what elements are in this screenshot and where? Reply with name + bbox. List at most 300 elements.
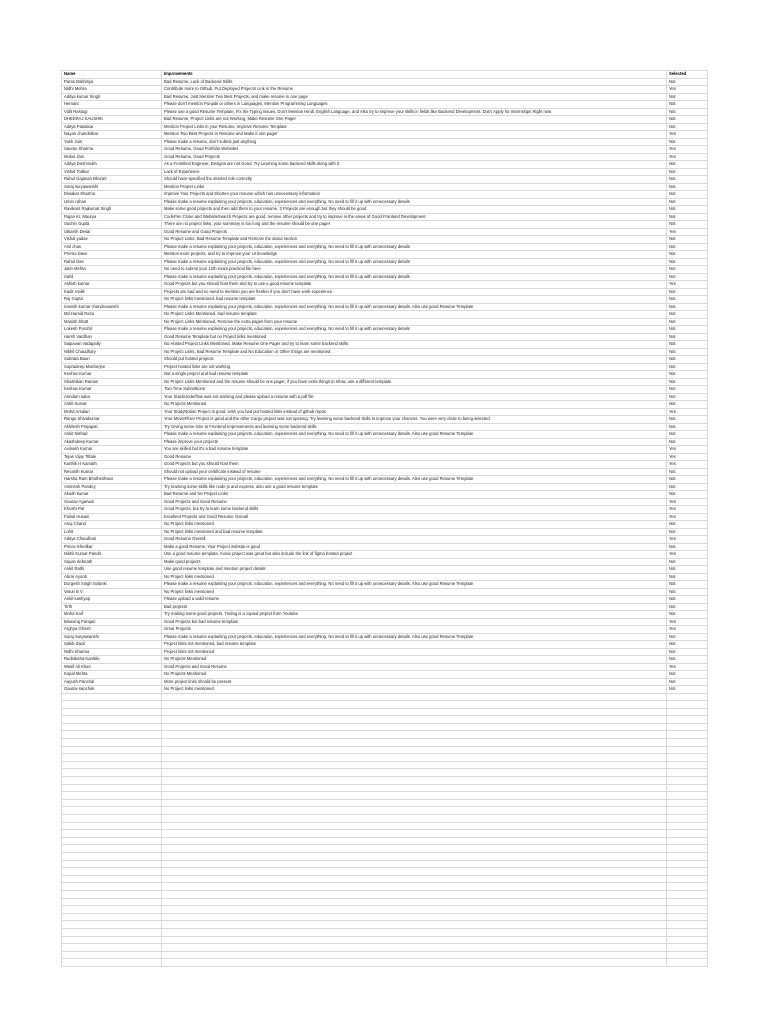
cell-improvements: Should have specified the desired role correctly (162, 176, 667, 184)
cell-selected: Not (667, 183, 708, 191)
cell-selected: Not (667, 326, 708, 334)
empty-cell (667, 708, 708, 716)
cell-selected: Not (667, 363, 708, 371)
cell-selected: Not (667, 423, 708, 431)
cell-selected: Yes (667, 506, 708, 514)
cell-selected: Not (667, 581, 708, 589)
cell-selected: Yes (667, 626, 708, 634)
empty-row (62, 921, 708, 929)
empty-cell (667, 837, 708, 845)
cell-selected: Not (667, 333, 708, 341)
table-row (62, 468, 708, 476)
cell-name: Durgesh Singh Solanki (62, 581, 162, 589)
cell-selected: Not (667, 596, 708, 604)
empty-cell (667, 883, 708, 891)
table-row (62, 303, 708, 311)
table-row (62, 566, 708, 574)
cell-selected: Not (667, 641, 708, 649)
cell-name: Abrar Ayoob (62, 573, 162, 581)
empty-cell (62, 928, 162, 936)
table-row (62, 198, 708, 206)
table-row (62, 611, 708, 619)
cell-selected: Not (667, 573, 708, 581)
cell-selected: Yes (667, 513, 708, 521)
empty-cell (62, 761, 162, 769)
table-row (62, 326, 708, 334)
cell-name: Keshav Kumar (62, 386, 162, 394)
cell-name: Sakib Zaidi (62, 641, 162, 649)
cell-name: Aditya kumar Singh (62, 93, 162, 101)
cell-name: Ankit Nishad (62, 431, 162, 439)
cell-improvements: Good Projects but you should host them (162, 461, 667, 469)
empty-cell (62, 754, 162, 762)
cell-name: Rajan Kr. Maurya (62, 213, 162, 221)
cell-improvements: Bad projects (162, 603, 667, 611)
cell-selected: Yes (667, 618, 708, 626)
empty-cell (162, 807, 667, 815)
cell-improvements: Please make a resume explaining your projects, education, experiences and everything. No need to fill it up with unnecessary details. Also use good Resume Template (162, 303, 667, 311)
cell-selected: Not (667, 521, 708, 529)
empty-cell (62, 746, 162, 754)
cell-improvements: No Projects Mentioned (162, 656, 667, 664)
cell-selected: Not (667, 386, 708, 394)
cell-name: Ankit Rathi (62, 566, 162, 574)
empty-row (62, 890, 708, 898)
cell-improvements: Please don't mention Punjabi or others in Languages, Mention Programming Languages (162, 101, 667, 109)
cell-name: Akhilesh Prajapati (62, 423, 162, 431)
cell-name: Kopal Mehta (62, 671, 162, 679)
cell-selected: Not (667, 243, 708, 251)
cell-selected: Not (667, 288, 708, 296)
cell-name: Nidhi Mehra (62, 86, 162, 94)
empty-cell (667, 784, 708, 792)
table-row (62, 311, 708, 319)
table-row (62, 588, 708, 596)
cell-improvements: Try learning some skills like node js and express, also use a good resume template (162, 483, 667, 491)
cell-selected: Not (667, 558, 708, 566)
empty-cell (162, 928, 667, 936)
empty-row (62, 860, 708, 868)
empty-cell (667, 731, 708, 739)
empty-cell (62, 913, 162, 921)
cell-name: Nikhil Kumar Pandit (62, 551, 162, 559)
cell-improvements: You are skilled but it's a bad resume template (162, 446, 667, 454)
cell-name: Mukul Jain (62, 153, 162, 161)
cell-improvements: No Project links mentioned and bad resume template (162, 528, 667, 536)
empty-cell (62, 890, 162, 898)
cell-selected: Yes (667, 536, 708, 544)
empty-cell (667, 769, 708, 777)
cell-name: manish kumar chandravanshi (62, 303, 162, 311)
empty-cell (667, 906, 708, 914)
cell-improvements: Excellent Projects and Good Resume Overall (162, 513, 667, 521)
cell-improvements: Good Projects, but try to learn some backend skills (162, 506, 667, 514)
empty-row (62, 906, 708, 914)
table-row (62, 191, 708, 199)
empty-row (62, 746, 708, 754)
cell-improvements: Try Giving some time to Frontend Improvements and learning some backend skills (162, 423, 667, 431)
empty-cell (667, 830, 708, 838)
table-row (62, 408, 708, 416)
cell-selected: Not (667, 671, 708, 679)
empty-row (62, 708, 708, 716)
table-row (62, 581, 708, 589)
empty-cell (62, 739, 162, 747)
table-row (62, 371, 708, 379)
cell-name: Bisworaj Parajari (62, 618, 162, 626)
empty-row (62, 754, 708, 762)
empty-cell (62, 906, 162, 914)
table-row (62, 671, 708, 679)
table-row (62, 551, 708, 559)
cell-name: Karthik H Kamath (62, 461, 162, 469)
cell-improvements: No Project links mentioned, bad resume template (162, 296, 667, 304)
cell-selected: Not (667, 686, 708, 694)
empty-cell (162, 815, 667, 823)
empty-cell (62, 708, 162, 716)
empty-cell (667, 746, 708, 754)
table-row (62, 183, 708, 191)
table-row (62, 78, 708, 86)
cell-selected: Not (667, 161, 708, 169)
table-row (62, 138, 708, 146)
cell-selected: Not (667, 348, 708, 356)
cell-selected: Not (667, 273, 708, 281)
table-row (62, 446, 708, 454)
cell-name: Varun B V (62, 588, 162, 596)
cell-improvements: Bad Resume, Project Links are not Working, Make Resume One Pager (162, 116, 667, 124)
cell-improvements: There are no project links, your summary is too long and the resume should be one pager (162, 221, 667, 229)
cell-improvements: Bad Resume, Lack of Backend Skills (162, 78, 667, 86)
cell-selected: Not (667, 221, 708, 229)
empty-cell (667, 807, 708, 815)
cell-improvements: Please improve your projects (162, 438, 667, 446)
empty-cell (62, 951, 162, 959)
cell-name: Harsh Vardhan (62, 333, 162, 341)
cell-selected: Not (667, 356, 708, 364)
table-row (62, 648, 708, 656)
cell-selected: Not (667, 198, 708, 206)
empty-cell (62, 777, 162, 785)
empty-cell (162, 701, 667, 709)
empty-cell (162, 769, 667, 777)
table-row (62, 93, 708, 101)
cell-name: Arindam saha (62, 393, 162, 401)
table-row (62, 521, 708, 529)
cell-selected: Yes (667, 146, 708, 154)
table-row (62, 678, 708, 686)
empty-cell (667, 822, 708, 830)
table-row (62, 483, 708, 491)
cell-name: Mohd Arsalan (62, 408, 162, 416)
spreadsheet (61, 70, 707, 967)
cell-selected: Not (667, 296, 708, 304)
cell-name: Umer rahan (62, 198, 162, 206)
cell-name: Md Hamid Raza (62, 311, 162, 319)
empty-cell (162, 761, 667, 769)
cell-name: Saurav Sharma (62, 146, 162, 154)
cell-name: Arghya Ghosh (62, 626, 162, 634)
cell-name: Kadir malik (62, 288, 162, 296)
empty-cell (62, 860, 162, 868)
cell-name: Ankit Kumar (62, 401, 162, 409)
cell-improvements: No Project Links, Bad Resume Template and No Education or Other things are mentioned (162, 348, 667, 356)
table-row (62, 146, 708, 154)
cell-selected: Not (667, 371, 708, 379)
cell-selected: Not (667, 438, 708, 446)
cell-improvements: Good Projects but you should host them and try to use a good resume template (162, 281, 667, 289)
empty-row (62, 898, 708, 906)
empty-cell (667, 860, 708, 868)
table-row (62, 116, 708, 124)
empty-cell (667, 890, 708, 898)
cell-improvements: Should not upload your certificate instead of resume (162, 468, 667, 476)
cell-name: Wasif Ali Khan (62, 663, 162, 671)
table-row (62, 543, 708, 551)
table-row (62, 348, 708, 356)
cell-improvements: No Project Links Mentioned, bad resume template (162, 311, 667, 319)
cell-selected: Yes (667, 551, 708, 559)
empty-row (62, 959, 708, 967)
cell-improvements: Use good resume template and mention project details (162, 566, 667, 574)
cell-improvements: Please make a resume explaining your projects, education, experiences and everything. No need to fill it up with unnecessary details (162, 243, 667, 251)
cell-improvements: Try making some good projects, Tindog is a copied project from Youtube (162, 611, 667, 619)
cell-improvements: Mention Project Links in your Resume, Improve Resume Template (162, 123, 667, 131)
empty-row (62, 739, 708, 747)
empty-cell (667, 777, 708, 785)
cell-improvements: Lack of Experience (162, 168, 667, 176)
cell-improvements: Please make a resume explaining your projects, education, experiences and everything. No need to fill it up with unnecessary details. Also use good Resume Template (162, 431, 667, 439)
table-row (62, 528, 708, 536)
cell-name: Prerna Dave (62, 251, 162, 259)
cell-name: Akash kumar (62, 491, 162, 499)
empty-cell (62, 921, 162, 929)
table-row (62, 438, 708, 446)
empty-cell (667, 928, 708, 936)
cell-improvements: Bad Resume, Just Mention Two Best Projects, and make resume in one page (162, 93, 667, 101)
cell-improvements: Good Resume, Good Portfolio Websites (162, 146, 667, 154)
cell-improvements: Great Projects (162, 626, 667, 634)
table-row (62, 251, 708, 259)
empty-row (62, 701, 708, 709)
cell-selected: Not (667, 318, 708, 326)
cell-selected: Yes (667, 86, 708, 94)
empty-cell (667, 936, 708, 944)
empty-row (62, 731, 708, 739)
cell-selected: Not (667, 266, 708, 274)
empty-cell (162, 830, 667, 838)
table-row (62, 393, 708, 401)
cell-improvements: No Project Links Mentioned, Remove the extra pages from your resume (162, 318, 667, 326)
cell-name: Hemant (62, 101, 162, 109)
cell-selected: Not (667, 476, 708, 484)
table-row (62, 491, 708, 499)
table-row (62, 318, 708, 326)
empty-cell (667, 959, 708, 967)
cell-improvements: Please make a resume explaining your projects, education, experiences and everything. No need to fill it up with unnecessary details (162, 326, 667, 334)
empty-cell (667, 701, 708, 709)
cell-name: Rahul Das (62, 258, 162, 266)
empty-cell (162, 739, 667, 747)
cell-name: Anil chas (62, 243, 162, 251)
cell-name: Ashish kumar (62, 281, 162, 289)
cell-selected: Yes (667, 446, 708, 454)
cell-improvements: Good Resume Overall (162, 536, 667, 544)
table-row (62, 341, 708, 349)
cell-selected: Not (667, 378, 708, 386)
table-row (62, 431, 708, 439)
cell-improvements: As a FrontEnd Engineer, Designs are not Good. Try Learning some backend skills along with it (162, 161, 667, 169)
table-row (62, 401, 708, 409)
empty-cell (162, 951, 667, 959)
table-row (62, 228, 708, 236)
table-row (62, 153, 708, 161)
empty-cell (162, 906, 667, 914)
cell-name: Diwakar Sharma (62, 191, 162, 199)
cell-name: Rangu Shivakumar (62, 416, 162, 424)
cell-selected: Not (667, 236, 708, 244)
table-row (62, 686, 708, 694)
cell-selected: Not (667, 116, 708, 124)
cell-name: Raj Gupta (62, 296, 162, 304)
empty-row (62, 799, 708, 807)
empty-row (62, 868, 708, 876)
table-row (62, 206, 708, 214)
empty-row (62, 913, 708, 921)
cell-selected: Not (667, 191, 708, 199)
empty-row (62, 822, 708, 830)
cell-improvements: Make some good projects and then add them to your resume. 3 Projects are enough but they should be good (162, 206, 667, 214)
cell-improvements: Please make a resume explaining your projects, education, experiences and everything. No need to fill it up with unnecessary details (162, 198, 667, 206)
cell-selected: Not (667, 93, 708, 101)
cell-selected: Not (667, 341, 708, 349)
table-row (62, 131, 708, 139)
cell-selected: Yes (667, 461, 708, 469)
empty-cell (162, 852, 667, 860)
table-row (62, 363, 708, 371)
cell-improvements: Projects are bad and no need to mention you are fresher if you don't have work experience (162, 288, 667, 296)
empty-row (62, 784, 708, 792)
cell-name: Animesh Pandey (62, 483, 162, 491)
empty-cell (162, 754, 667, 762)
cell-improvements: Make a good Resume, Your Project website is good (162, 543, 667, 551)
cell-selected: Not (667, 648, 708, 656)
empty-cell (162, 837, 667, 845)
cell-selected: Not (667, 633, 708, 641)
table-row (62, 596, 708, 604)
table-row (62, 558, 708, 566)
empty-cell (667, 852, 708, 860)
empty-cell (62, 807, 162, 815)
empty-cell (162, 883, 667, 891)
table-row (62, 86, 708, 94)
cell-selected: Not (667, 566, 708, 574)
cell-name: Rahul Gajanan Bhurari (62, 176, 162, 184)
empty-cell (667, 875, 708, 883)
cell-selected: Yes (667, 228, 708, 236)
cell-improvements: Contribute more to Github, Put Deployed Projects Link in the Resume (162, 86, 667, 94)
cell-name: Anuj Chand (62, 521, 162, 529)
empty-cell (62, 799, 162, 807)
header-improvements: Improvements (162, 71, 667, 79)
cell-name: Saipavan Vadapally (62, 341, 162, 349)
cell-improvements: Two Time Submittions (162, 386, 667, 394)
cell-name: Vishal Todkar (62, 168, 162, 176)
cell-selected: Not (667, 656, 708, 664)
cell-name: Avinash Kumar (62, 446, 162, 454)
cell-name: Tejas Vijay Tiltale (62, 453, 162, 461)
cell-improvements: Please use a good Resume Template, Fix the Typing Issues, Don't Mention Hindi, English Language, and Also try to improve your skills in fields like Backend Development. Don't Apply for Internships Right now (162, 108, 667, 116)
table-row (62, 513, 708, 521)
table-row (62, 461, 708, 469)
cell-selected: Yes (667, 498, 708, 506)
empty-cell (62, 784, 162, 792)
empty-cell (162, 799, 667, 807)
cell-improvements: Good Projects but bad resume template (162, 618, 667, 626)
table-row (62, 101, 708, 109)
empty-cell (162, 845, 667, 853)
cell-improvements: Project hosted links are not working (162, 363, 667, 371)
table-row (62, 378, 708, 386)
empty-cell (62, 701, 162, 709)
table-row (62, 536, 708, 544)
empty-cell (162, 693, 667, 701)
empty-cell (162, 913, 667, 921)
cell-improvements: No Project links mentioned (162, 686, 667, 694)
cell-improvements: Please make a resume explaining your projects, education, experiences and everything. No need to fill it up with unnecessary details. Also use good Resume Template (162, 581, 667, 589)
empty-cell (162, 944, 667, 952)
empty-cell (62, 959, 162, 967)
table-row (62, 641, 708, 649)
cell-improvements: Good Projects and Good Resume (162, 498, 667, 506)
empty-cell (667, 739, 708, 747)
empty-row (62, 883, 708, 891)
cell-selected: Not (667, 588, 708, 596)
cell-name: DHEERAJ KAUSHIK (62, 116, 162, 124)
empty-cell (162, 784, 667, 792)
cell-selected: Not (667, 206, 708, 214)
empty-cell (667, 716, 708, 724)
cell-selected: Not (667, 311, 708, 319)
cell-improvements: Good Resume and Good Projects (162, 228, 667, 236)
empty-cell (162, 860, 667, 868)
cell-selected: Not (667, 678, 708, 686)
table-row (62, 281, 708, 289)
cell-selected: Not (667, 176, 708, 184)
cell-improvements: Please make a resume explaining your projects, education, experiences and everything. No need to fill it up with unnecessary details. Also use good Resume Template (162, 633, 667, 641)
table-row (62, 168, 708, 176)
cell-improvements: No Hosted Project Links Mentioned, Make Resume One Pager and try to learn some backend skills (162, 341, 667, 349)
cell-selected: Not (667, 491, 708, 499)
empty-cell (62, 883, 162, 891)
empty-cell (667, 815, 708, 823)
empty-cell (162, 731, 667, 739)
cell-name: Sahil (62, 273, 162, 281)
empty-cell (667, 799, 708, 807)
cell-selected: Not (667, 431, 708, 439)
cell-name: Nidhi Sharma (62, 648, 162, 656)
cell-selected: Not (667, 258, 708, 266)
cell-selected: Not (667, 123, 708, 131)
empty-row (62, 928, 708, 936)
cell-selected: Yes (667, 131, 708, 139)
cell-improvements: Good Resume, Good Projects (162, 153, 667, 161)
cell-improvements: Please make a resume explaining your projects, education, experiences and everything. No need to fill it up with unnecessary details (162, 273, 667, 281)
empty-cell (62, 769, 162, 777)
cell-name: Subrata Bauri (62, 356, 162, 364)
cell-improvements: Good Projects and Good Resume (162, 663, 667, 671)
cell-selected: Not (667, 611, 708, 619)
